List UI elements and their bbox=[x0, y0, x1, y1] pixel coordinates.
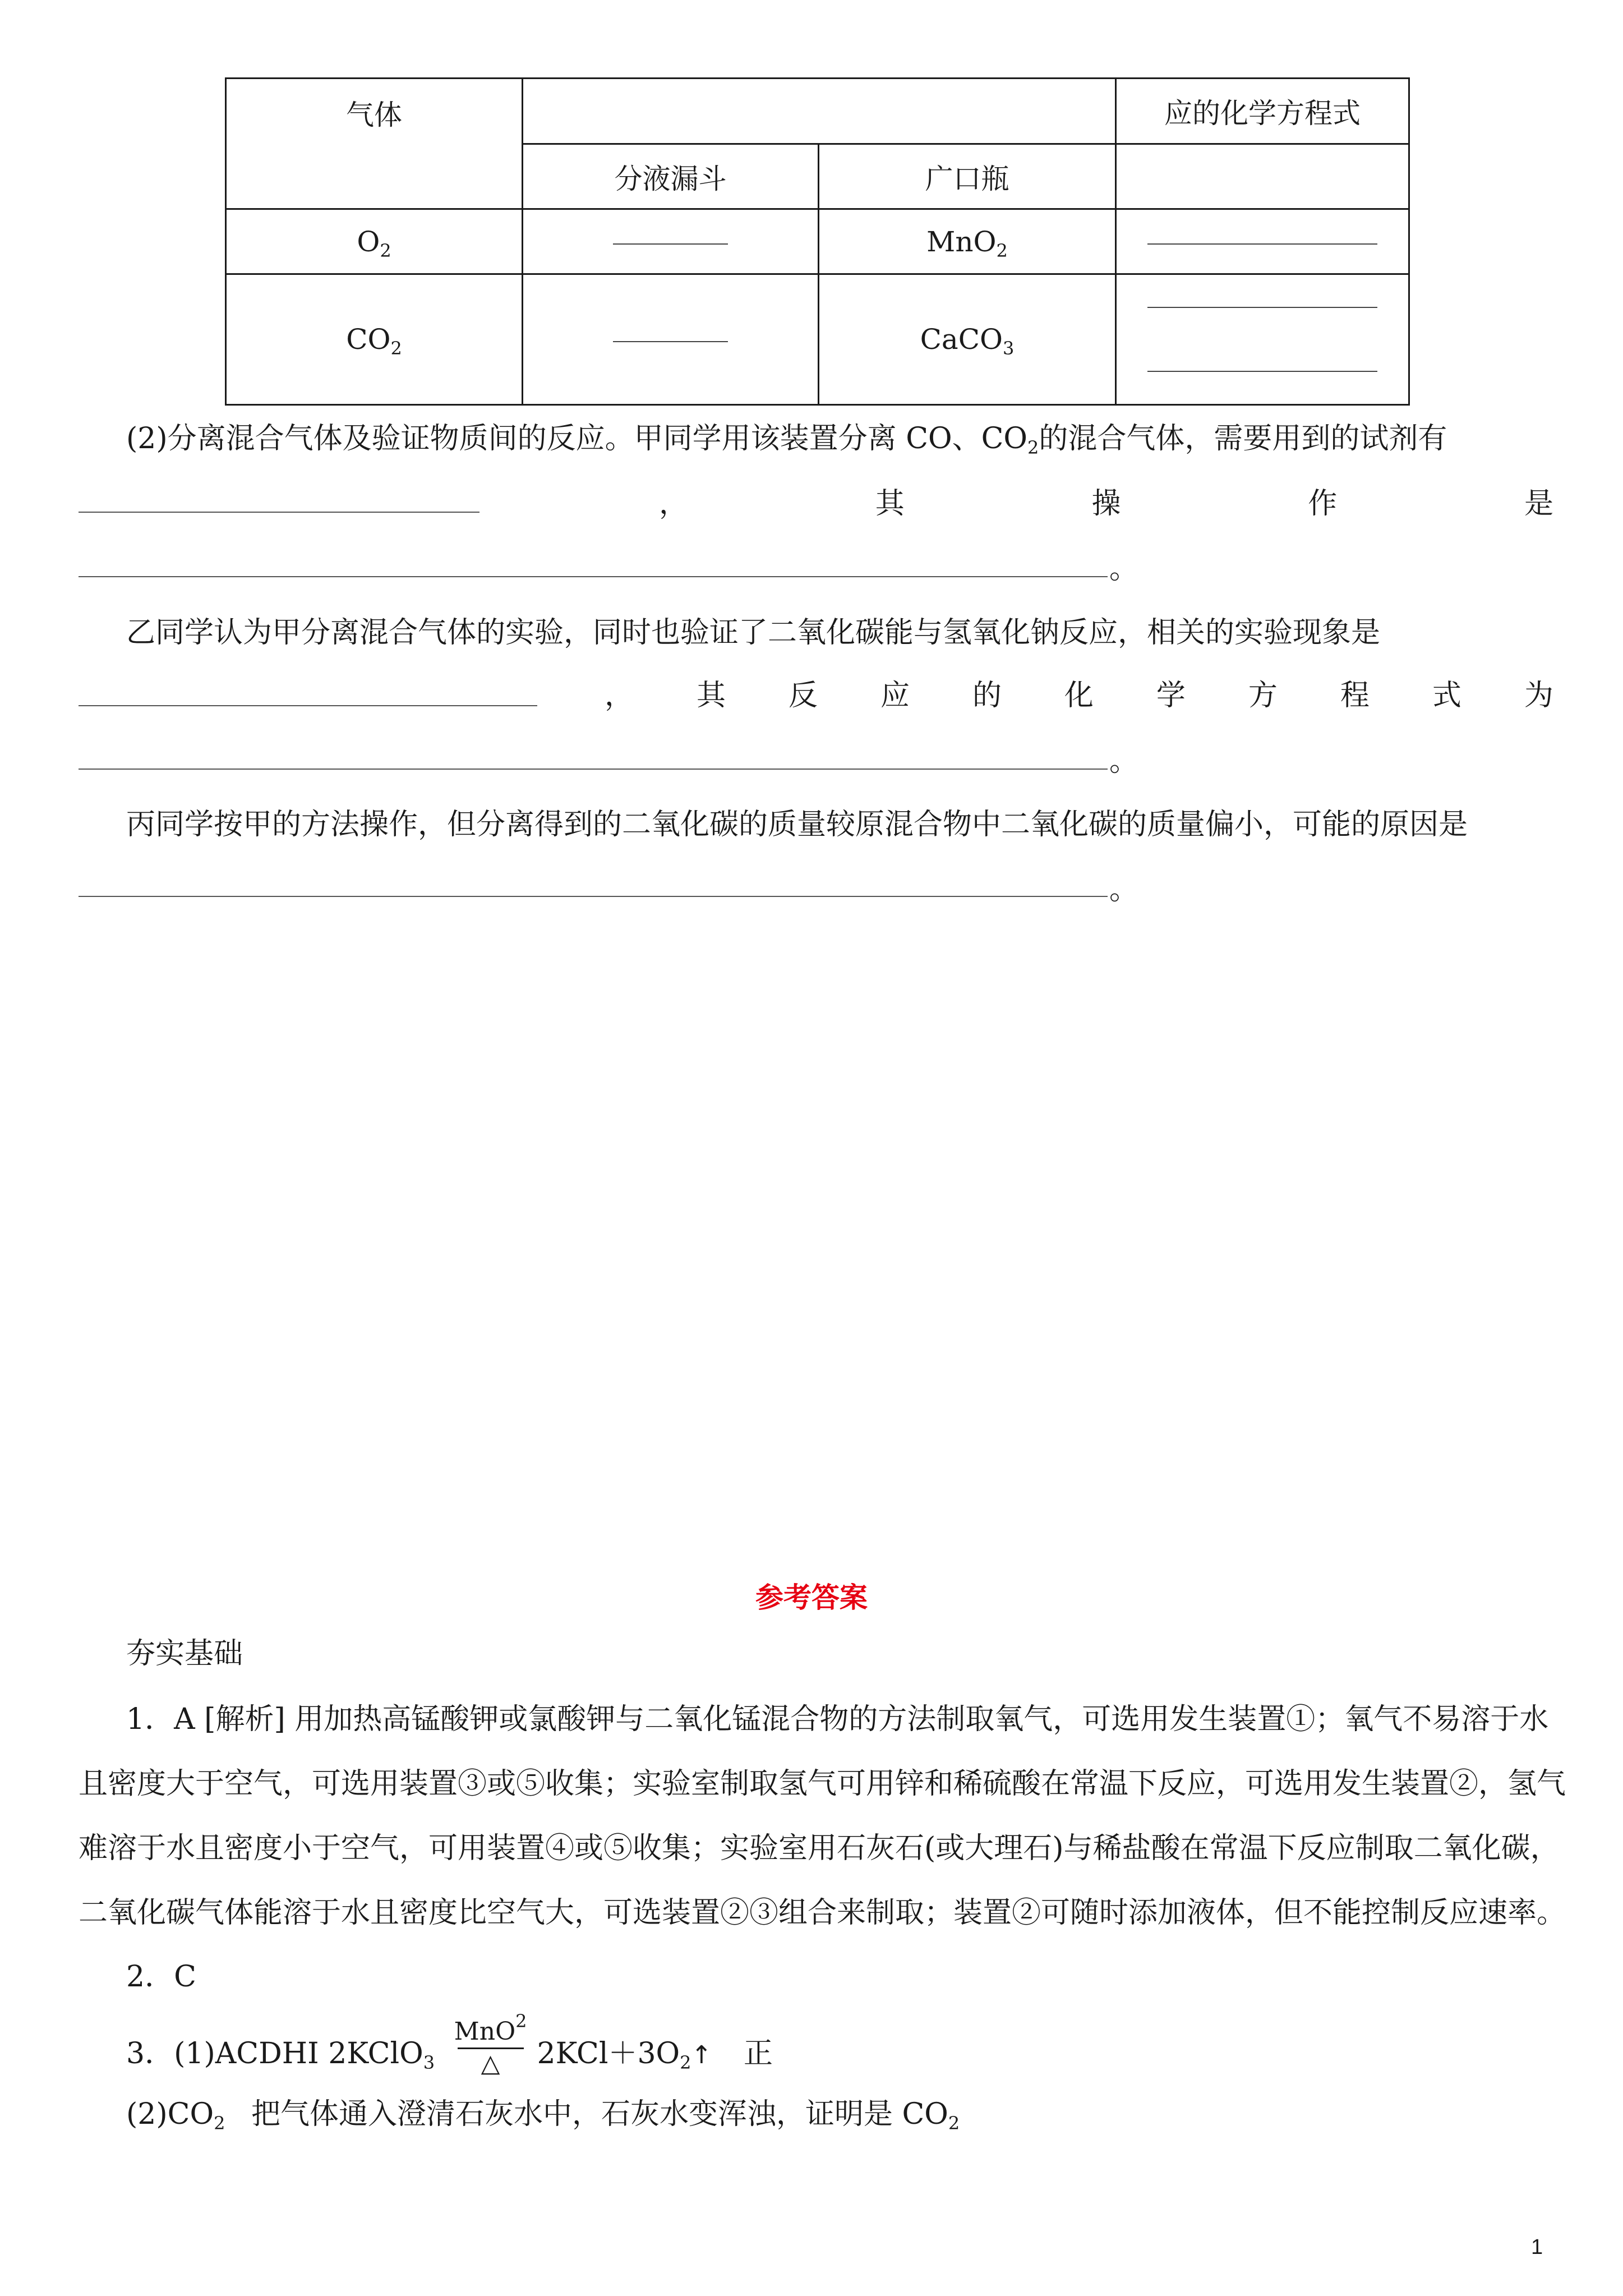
bottle-cell: CaCO$_3$ bbox=[819, 274, 1116, 405]
gas-arrow-icon: ↑ bbox=[691, 2041, 712, 2069]
answer-3-part2: $(2)CO_2$ 把气体通入澄清石灰水中，石灰水变浑浊，证明是 $CO_2$ bbox=[126, 2097, 960, 2134]
table-row bbox=[226, 274, 1409, 405]
answer-3-part1: 3．(1)ACDHI 2KClO$_3$ $\frac{MnO^2}{\triangle}$ $2KCl+3O_2↑$ 正 bbox=[126, 2010, 773, 2078]
q2-line2: ， 其 操 作 是 bbox=[659, 487, 1553, 521]
header-reagents-blank bbox=[523, 79, 1116, 144]
header-gas: 气体 bbox=[226, 79, 523, 209]
answer-1-line: 难溶于水且密度小于空气，可用装置④或⑤收集；实验室用石灰石(或大理石)与稀盐酸在常温下反应制取二氧化碳， bbox=[79, 1832, 1560, 1865]
header-equation: 应的化学方程式 bbox=[1116, 79, 1409, 144]
gas-cell: $CO_2$ bbox=[226, 274, 523, 405]
equation-answer-field[interactable] bbox=[1116, 274, 1409, 405]
phenomenon-answer-field[interactable] bbox=[79, 705, 537, 706]
header-equation-blank bbox=[1116, 144, 1409, 209]
answer-1-line: 1．A [解析] 用加热高锰酸钾或氯酸钾与二氧化锰混合物的方法制取氧气，可选用发生装置①；氧气不易溶于水 bbox=[126, 1703, 1549, 1736]
reagents-answer-field[interactable] bbox=[79, 512, 479, 513]
answers-heading: 参考答案 bbox=[755, 1581, 868, 1614]
header-funnel: 分液漏斗 bbox=[523, 144, 819, 209]
reagent-table bbox=[225, 77, 1410, 406]
answer-1-line: 二氧化碳气体能溶于水且密度比空气大，可选装置②③组合来制取；装置②可随时添加液体，但不能控制反应速率。 bbox=[79, 1896, 1566, 1930]
bottle-cell: MnO$_2$ bbox=[819, 209, 1116, 274]
page-number: 1 bbox=[1531, 2235, 1543, 2259]
q2-line3-end: 。 bbox=[1109, 552, 1139, 586]
section-title: 夯实基础 bbox=[126, 1637, 243, 1671]
funnel-answer-field[interactable] bbox=[523, 209, 819, 274]
answer-2: 2．C bbox=[126, 1960, 196, 1994]
equation-answer-field[interactable] bbox=[1116, 209, 1409, 274]
funnel-answer-field[interactable] bbox=[523, 274, 819, 405]
q2-line5: ， 其 反 应 的 化 学 方 程 式 为 bbox=[605, 679, 1553, 712]
header-bottle: 广口瓶 bbox=[819, 144, 1116, 209]
reason-answer-field[interactable] bbox=[79, 896, 1108, 897]
gas-cell: $O_2$ bbox=[226, 209, 523, 274]
table-row bbox=[226, 209, 1409, 274]
answer-1-line: 且密度大于空气，可选用装置③或⑤收集；实验室制取氢气可用锌和稀硫酸在常温下反应，可选用发生装置②，氢气 bbox=[79, 1767, 1566, 1801]
q2-line8-end: 。 bbox=[1109, 873, 1139, 907]
q2-line4: 乙同学认为甲分离混合气体的实验，同时也验证了二氧化碳能与氢氧化钠反应，相关的实验现象是 bbox=[126, 616, 1381, 650]
q2-line7: 丙同学按甲的方法操作，但分离得到的二氧化碳的质量较原混合物中二氧化碳的质量偏小，可能的原因是 bbox=[126, 808, 1468, 841]
operation-answer-field[interactable] bbox=[79, 576, 1108, 577]
q2-line1: (2)分离混合气体及验证物质间的反应。甲同学用该装置分离 CO、$CO_2$的混合气体，需要用到的试剂有 bbox=[126, 422, 1447, 458]
equation-answer-field[interactable] bbox=[79, 769, 1108, 770]
reaction-condition: $\frac{MnO^2}{\triangle}$ bbox=[454, 2010, 527, 2078]
q2-line6-end: 。 bbox=[1109, 744, 1139, 778]
